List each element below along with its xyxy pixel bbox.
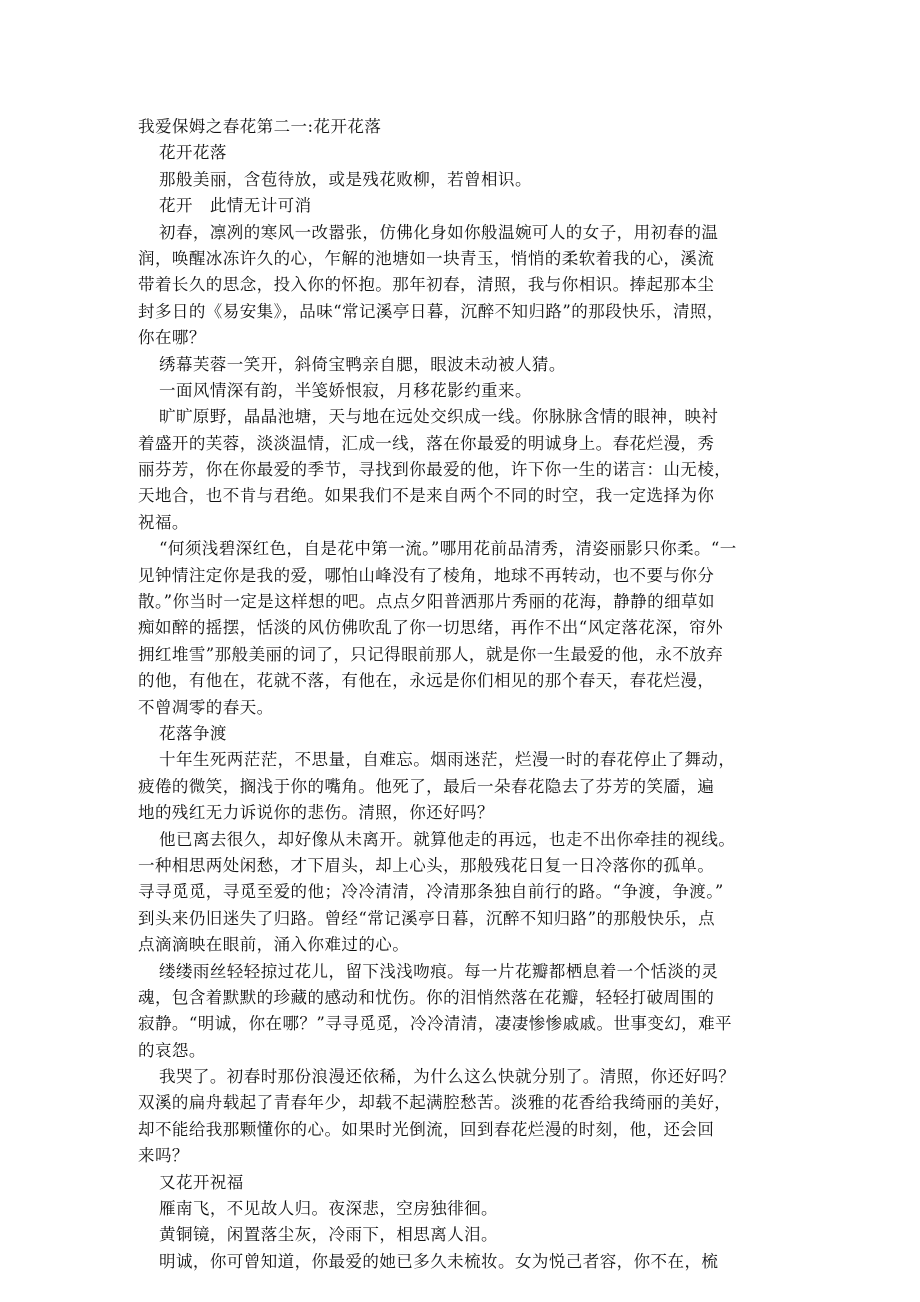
text-line: 痴如醉的摇摆，恬淡的风仿佛吹乱了你一切思绪，再作不出“风定落花深，帘外: [138, 618, 724, 638]
text-line: “何须浅碧深红色，自是花中第一流。”哪用花前品清秀，清姿丽影只你柔。“一: [159, 539, 737, 559]
text-line: 又花开祝福: [159, 1172, 244, 1192]
text-line: 绣幕芙蓉一笑开，斜倚宝鸭亲自腮，眼波未动被人猜。: [159, 354, 566, 374]
document-body: [138, 140, 818, 1275]
text-line: 散。”你当时一定是这样想的吧。点点夕阳普洒那片秀丽的花海，静静的细草如: [138, 592, 715, 612]
text-line: 雁南飞，不见故人归。夜深悲，空房独徘徊。: [159, 1199, 498, 1219]
text-line: 点滴滴映在眼前，涌入你难过的心。: [138, 935, 410, 955]
text-line: 润，唤醒冰冻许久的心，乍解的池塘如一块青玉，悄悄的柔软着我的心，溪流: [138, 248, 715, 268]
text-line: 带着长久的思念，投入你的怀抱。那年初春，清照，我与你相识。捧起那本尘: [138, 275, 715, 295]
text-line: 双溪的扁舟载起了青春年少，却载不起满腔愁苦。淡雅的花香给我绮丽的美好，: [138, 1093, 732, 1113]
document-page: [138, 114, 818, 1275]
text-line: 地的残红无力诉说你的悲伤。清照，你还好吗？: [138, 803, 494, 823]
text-line: 不曾凋零的春天。: [138, 697, 274, 717]
text-line: 花开花落: [159, 143, 227, 163]
text-line: 到头来仍旧迷失了归路。曾经“常记溪亭日暮，沉醉不知归路”的那般快乐，点: [138, 908, 716, 928]
text-line: 我哭了。初春时那份浪漫还依稀，为什么这么快就分别了。清照，你还好吗？: [159, 1067, 736, 1087]
text-line: 寂静。“明诚，你在哪？”寻寻觅觅，冷冷清清，凄凄惨惨戚戚。世事变幻，难平: [138, 1014, 733, 1034]
text-line: 旷旷原野，晶晶池塘，天与地在远处交织成一线。你脉脉含情的眼神，映衬: [159, 407, 719, 427]
text-line: 疲倦的微笑，搁浅于你的嘴角。他死了，最后一朵春花隐去了芬芳的笑靥，遍: [138, 776, 715, 796]
text-line: 祝福。: [138, 512, 189, 532]
text-line: 寻寻觅觅，寻觅至爱的他；冷冷清清，冷清那条独自前行的路。“争渡，争渡。”: [138, 882, 724, 902]
text-line: 来吗？: [138, 1146, 189, 1166]
text-line: 一面风情深有韵，半笺娇恨寂，月移花影约重来。: [159, 380, 532, 400]
text-line: 明诚，你可曾知道，你最爱的她已多久未梳妆。女为悦己者容，你不在，梳: [159, 1251, 719, 1271]
text-line: 黄铜镜，闲置落尘灰，冷雨下，相思离人泪。: [159, 1225, 498, 1245]
text-line: 初春，凛冽的寒风一改嚣张，仿佛化身如你般温婉可人的女子，用初春的温: [159, 222, 719, 242]
text-line: 见钟情注定你是我的爱，哪怕山峰没有了棱角，地球不再转动，也不要与你分: [138, 565, 715, 585]
text-line: 丽芬芳，你在你最爱的季节，寻找到你最爱的他，许下你一生的诺言：山无棱，: [138, 460, 732, 480]
text-line: 一种相思两处闲愁，才下眉头，却上心头，那般残花日复一日冷落你的孤单。: [138, 855, 715, 875]
text-line: 十年生死两茫茫，不思量，自难忘。烟雨迷茫，烂漫一时的春花停止了舞动，: [159, 750, 736, 770]
text-line: 拥红堆雪”那般美丽的词了，只记得眼前那人，就是你一生最爱的他，永不放弃: [138, 644, 724, 664]
text-line: 的他，有他在，花就不落，有他在，永远是你们相见的那个春天，春花烂漫，: [138, 671, 715, 691]
text-line: 花开 此情无计可消: [159, 196, 312, 216]
text-line: 却不能给我那颗懂你的心。如果时光倒流，回到春花烂漫的时刻，他，还会回: [138, 1119, 715, 1139]
text-line: 你在哪？: [138, 328, 206, 348]
text-line: 那般美丽，含苞待放，或是残花败柳，若曾相识。: [159, 169, 532, 189]
text-line: 缕缕雨丝轻轻掠过花儿，留下浅浅吻痕。每一片花瓣都栖息着一个恬淡的灵: [159, 961, 719, 981]
text-line: 花落争渡: [159, 723, 227, 743]
text-line: 着盛开的芙蓉，淡淡温情，汇成一线，落在你最爱的明诚身上。春花烂漫，秀: [138, 433, 715, 453]
text-line: 封多日的《易安集》，品味“常记溪亭日暮，沉醉不知归路”的那段快乐，清照，: [138, 301, 724, 321]
text-line: 他已离去很久，却好像从未离开。就算他走的再远，也走不出你牵挂的视线。: [159, 829, 736, 849]
text-line: 天地合，也不肯与君绝。如果我们不是来自两个不同的时空，我一定选择为你: [138, 486, 715, 506]
text-line: 的哀怨。: [138, 1040, 206, 1060]
document-title: 我爱保姆之春花第二一:花开花落: [138, 117, 382, 136]
text-line: 魂，包含着默默的珍藏的感动和忧伤。你的泪悄然落在花瓣，轻轻打破周围的: [138, 987, 715, 1007]
